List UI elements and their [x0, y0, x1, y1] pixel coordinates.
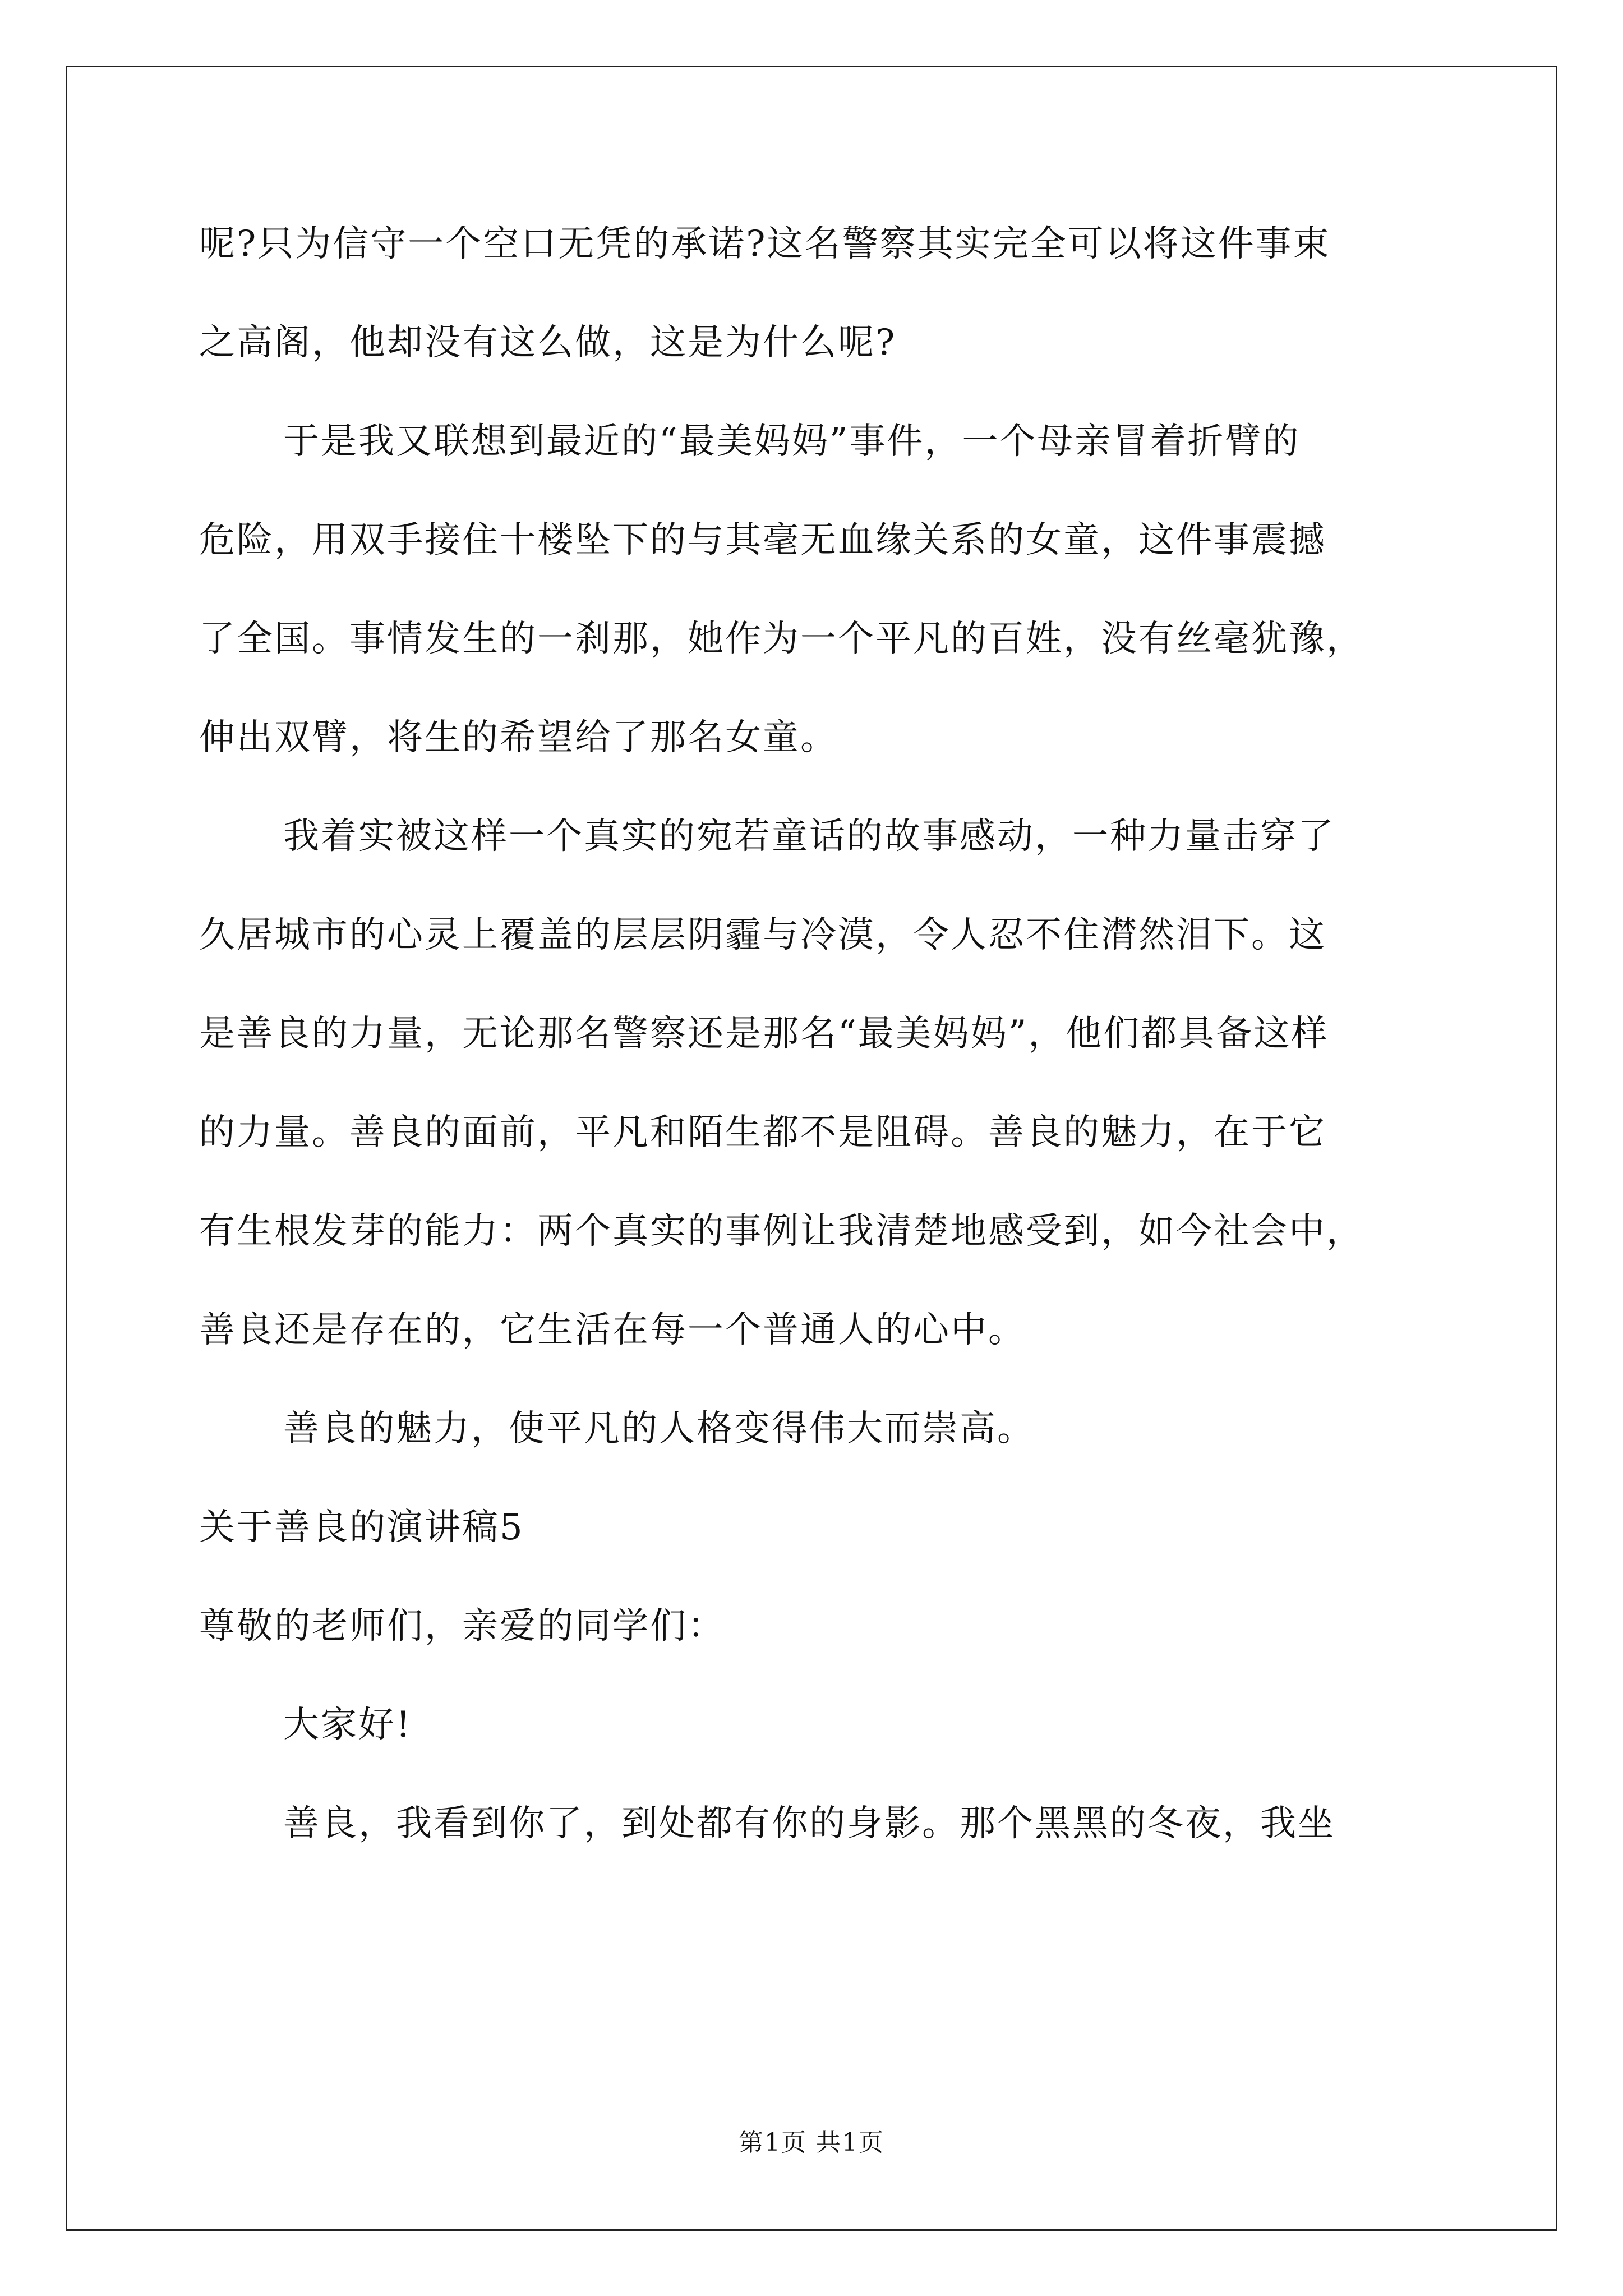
- greeting: 大家好!: [283, 1704, 412, 1746]
- text-line-11: 有生根发芽的能力：两个真实的事例让我清楚地感受到，如今社会中，: [199, 1211, 1364, 1252]
- text-line-12: 善良还是存在的，它生活在每一个普通人的心中。: [199, 1309, 1026, 1351]
- text-line-4: 危险，用双手接住十楼坠下的与其毫无血缘关系的女童，这件事震撼: [199, 519, 1326, 561]
- text-line-10: 的力量。善良的面前，平凡和陌生都不是阻碍。善良的魅力，在于它: [199, 1112, 1326, 1153]
- text-line-1: 呢?只为信守一个空口无凭的承诺?这名警察其实完全可以将这件事束: [199, 223, 1331, 265]
- text-line-2: 之高阁，他却没有这么做，这是为什么呢?: [199, 322, 897, 364]
- text-line-9: 是善良的力量，无论那名警察还是那名“最美妈妈”，他们都具备这样: [199, 1013, 1329, 1055]
- page-footer: 第1页 共1页: [739, 2128, 884, 2157]
- text-line-5: 了全国。事情发生的一刹那，她作为一个平凡的百姓，没有丝毫犹豫，: [199, 618, 1364, 660]
- section-heading: 关于善良的演讲稿5: [199, 1507, 524, 1548]
- text-line-6: 伸出双臂，将生的希望给了那名女童。: [199, 717, 838, 758]
- paragraph-start: 于是我又联想到最近的“最美妈妈”事件，一个母亲冒着折臂的: [283, 421, 1301, 462]
- paragraph-start: 我着实被这样一个真实的宛若童话的故事感动，一种力量击穿了: [283, 816, 1335, 857]
- paragraph-start: 善良，我看到你了，到处都有你的身影。那个黑黑的冬夜，我坐: [283, 1803, 1335, 1844]
- text-line-8: 久居城市的心灵上覆盖的层层阴霾与冷漠，令人忍不住潸然泪下。这: [199, 914, 1326, 956]
- paragraph-start: 善良的魅力，使平凡的人格变得伟大而崇高。: [283, 1408, 1035, 1450]
- salutation: 尊敬的老师们，亲爱的同学们：: [199, 1605, 725, 1647]
